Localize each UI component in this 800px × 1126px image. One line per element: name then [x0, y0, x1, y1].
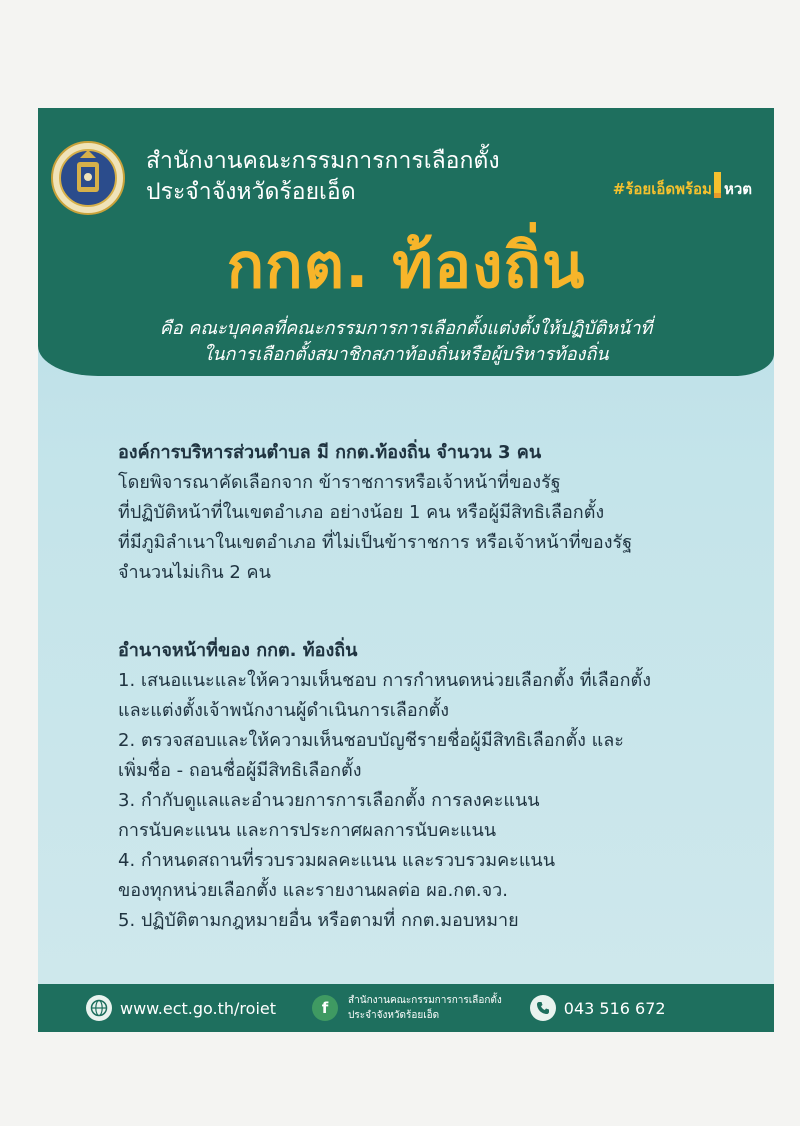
- phone-icon: [530, 995, 556, 1021]
- hashtag-part1: #ร้อยเอ็ดพร้อม: [612, 180, 712, 198]
- content-body: [118, 438, 748, 936]
- composition-line: จำนวนไม่เกิน 2 คน: [118, 562, 271, 583]
- duties-heading: อำนาจหน้าที่ของ กกต. ท้องถิ่น: [118, 640, 358, 661]
- subtitle-line2: ในการเลือกตั้งสมาชิกสภาท้องถิ่นหรือผู้บริหารท้องถิ่น: [203, 344, 609, 365]
- composition-line: โดยพิจารณาคัดเลือกจาก ข้าราชการหรือเจ้าหน้าที่ของรัฐ: [118, 472, 561, 493]
- composition-line: ที่ปฏิบัติหน้าที่ในเขตอำเภอ อย่างน้อย 1 คน หรือผู้มีสิทธิเลือกตั้ง: [118, 502, 605, 523]
- header-banner: [38, 108, 774, 376]
- facebook-line1: สำนักงานคณะกรรมการการเลือกตั้ง: [348, 995, 502, 1006]
- duty-line: 4. กำหนดสถานที่รวบรวมผลคะแนน และรวบรวมคะแนน: [118, 850, 556, 871]
- duty-line: 1. เสนอแนะและให้ความเห็นชอบ การกำหนดหน่วยเลือกตั้ง ที่เลือกตั้ง: [118, 670, 651, 691]
- duty-line: 3. กำกับดูแลและอำนวยการการเลือกตั้ง การลงคะแนน: [118, 790, 540, 811]
- duty-line: 5. ปฏิบัติตามกฎหมายอื่น หรือตามที่ กกต.มอบหมาย: [118, 910, 519, 931]
- facebook-icon: f: [312, 995, 338, 1021]
- org-name-line2: ประจำจังหวัดร้อยเอ็ด: [146, 179, 356, 205]
- duty-line: ของทุกหน่วยเลือกตั้ง และรายงานผลต่อ ผอ.กต.จว.: [118, 880, 508, 901]
- composition-section: [118, 438, 748, 588]
- poster: [38, 108, 774, 1032]
- facebook-line2: ประจำจังหวัดร้อยเอ็ด: [348, 1010, 440, 1021]
- duty-line: การนับคะแนน และการประกาศผลการนับคะแนน: [118, 820, 497, 841]
- facebook-page-name[interactable]: [348, 993, 502, 1023]
- organization-name: [146, 146, 500, 208]
- definition-subtitle: [38, 316, 774, 368]
- phone-number[interactable]: 043 516 672: [563, 998, 666, 1018]
- globe-icon: [86, 995, 112, 1021]
- duty-line: และแต่งตั้งเจ้าพนักงานผู้ดำเนินการเลือกตั้ง: [118, 700, 450, 721]
- duty-line: เพิ่มชื่อ - ถอนชื่อผู้มีสิทธิเลือกตั้ง: [118, 760, 362, 781]
- hashtag-part2: หวต: [723, 180, 752, 198]
- ect-seal-icon: [50, 140, 126, 216]
- duties-section: [118, 636, 748, 936]
- composition-heading: องค์การบริหารส่วนตำบล มี กกต.ท้องถิ่น จำนวน 3 คน: [118, 442, 542, 463]
- duty-line: 2. ตรวจสอบและให้ความเห็นชอบบัญชีรายชื่อผู้มีสิทธิเลือกตั้ง และ: [118, 730, 624, 751]
- footer-bar: [38, 984, 774, 1032]
- org-name-line1: สำนักงานคณะกรรมการการเลือกตั้ง: [146, 148, 500, 174]
- pencil-icon: [714, 172, 721, 198]
- subtitle-line1: คือ คณะบุคคลที่คณะกรรมการการเลือกตั้งแต่งตั้งให้ปฏิบัติหน้าที่: [159, 318, 653, 339]
- website-link[interactable]: www.ect.go.th/roiet: [120, 998, 277, 1018]
- page-title: กกต. ท้องถิ่น: [226, 229, 586, 302]
- composition-line: ที่มีภูมิลำเนาในเขตอำเภอ ที่ไม่เป็นข้าราชการ หรือเจ้าหน้าที่ของรัฐ: [118, 532, 633, 553]
- campaign-hashtag: [613, 176, 752, 202]
